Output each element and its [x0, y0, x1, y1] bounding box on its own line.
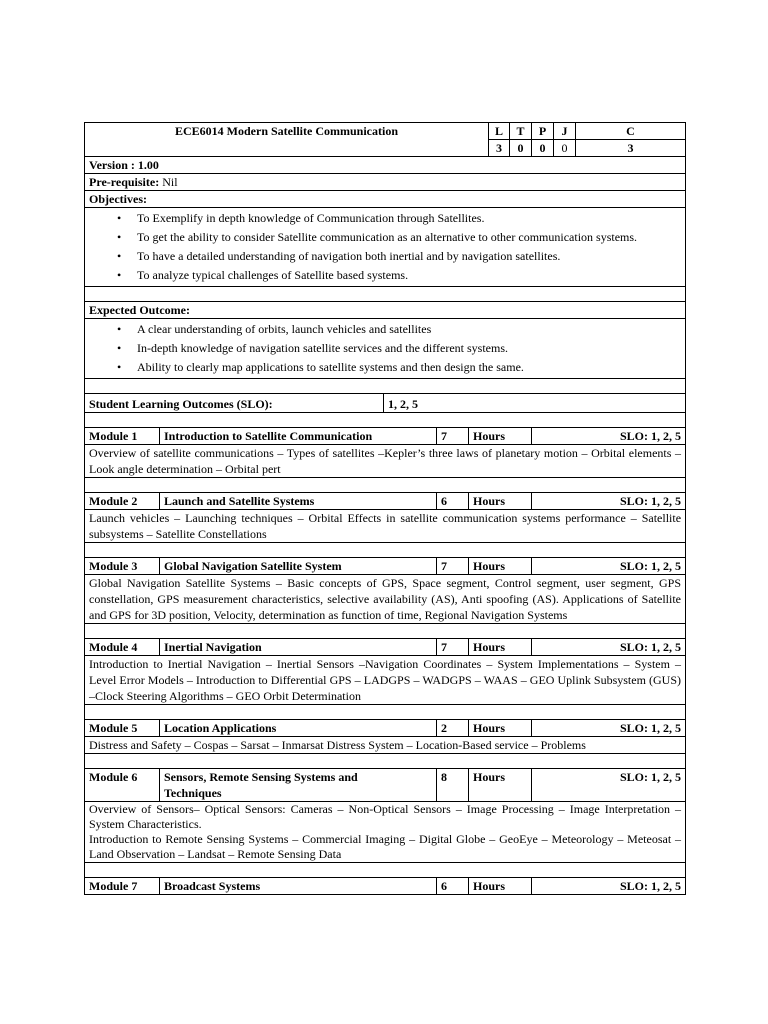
module-number: Module 6 [85, 769, 160, 802]
module-number: Module 3 [85, 558, 160, 575]
module-header-row [85, 878, 686, 895]
module-slo: SLO: 1, 2, 5 [532, 558, 686, 575]
module-hours-label: Hours [469, 428, 532, 445]
module-header-row [85, 493, 686, 510]
module-slo: SLO: 1, 2, 5 [532, 428, 686, 445]
objective-item: • To have a detailed understanding of navigation both inertial and by navigation satellites. [137, 248, 641, 264]
module-title: Global Navigation Satellite System [160, 558, 437, 575]
slo-value: 1, 2, 5 [384, 394, 686, 413]
module-hours-label: Hours [469, 558, 532, 575]
course-title: ECE6014 Modern Satellite Communication [85, 123, 489, 157]
objectives-heading: Objectives: [85, 191, 686, 208]
module-description-part: Introduction to Remote Sensing Systems – Commercial Imaging – Digital Globe – GeoEye – Meteorology – Meteosat – Land Observation – Landsat – Remote Sensing Data [89, 832, 682, 861]
module-header-row [85, 428, 686, 445]
module-title: Location Applications [160, 720, 437, 737]
module-hours-label: Hours [469, 720, 532, 737]
slo-label: Student Learning Outcomes (SLO): [85, 394, 384, 413]
module-header-row [85, 720, 686, 737]
module-title: Inertial Navigation [160, 639, 437, 656]
ltpjc-value-j: 0 [554, 140, 576, 157]
ltpjc-value-c: 3 [576, 140, 686, 157]
module-title: Launch and Satellite Systems [160, 493, 437, 510]
module-description: Launch vehicles – Launching techniques – Orbital Effects in satellite communication systems performance – Satellite subsystems – Satellite Constellations [85, 510, 686, 543]
ltpjc-value-l: 3 [489, 140, 510, 157]
module-hours: 6 [437, 493, 469, 510]
module-number: Module 5 [85, 720, 160, 737]
outcome-item: • In-depth knowledge of navigation satellite services and the different systems. [137, 340, 681, 356]
module-title: Introduction to Satellite Communication [160, 428, 437, 445]
module-number: Module 2 [85, 493, 160, 510]
module-description [85, 802, 686, 863]
module-header-row [85, 639, 686, 656]
module-description: Introduction to Inertial Navigation – Inertial Sensors –Navigation Coordinates – System Implementations – System – Level Error Models – Introduction to Differential GPS – LADGPS – WADGPS – WAAS – GEO Uplink Subsystem (GUS) –Clock Steering Algorithms – GEO Orbit Determination [85, 656, 686, 705]
prerequisite-value: Nil [162, 175, 178, 189]
module-header-row [85, 769, 686, 802]
module-description: Global Navigation Satellite Systems – Basic concepts of GPS, Space segment, Control segment, user segment, GPS constellation, GPS measurement characteristics, selective availability (AS), Anti spoofing (AS). Applications of Satellite and GPS for 3D position, Velocity, determination as function of time, Regional Navigation Systems [85, 575, 686, 624]
ltpjc-value-t: 0 [510, 140, 532, 157]
syllabus-table [84, 122, 686, 895]
outcome-item: • A clear understanding of orbits, launch vehicles and satellites [137, 321, 681, 337]
module-header-row [85, 558, 686, 575]
module-description: Distress and Safety – Cospas – Sarsat – Inmarsat Distress System – Location-Based service – Problems [85, 737, 686, 754]
module-hours-label: Hours [469, 878, 532, 895]
module-hours: 7 [437, 428, 469, 445]
objective-item: • To Exemplify in depth knowledge of Communication through Satellites. [137, 210, 641, 226]
module-hours: 6 [437, 878, 469, 895]
ltpjc-value-p: 0 [532, 140, 554, 157]
module-hours-label: Hours [469, 493, 532, 510]
outcome-heading: Expected Outcome: [85, 302, 686, 319]
version-label: Version : 1.00 [85, 157, 686, 174]
objectives-list [89, 210, 641, 283]
ltpjc-header-p: P [532, 123, 554, 140]
module-slo: SLO: 1, 2, 5 [532, 720, 686, 737]
module-slo: SLO: 1, 2, 5 [532, 639, 686, 656]
module-hours: 2 [437, 720, 469, 737]
module-slo: SLO: 1, 2, 5 [532, 878, 686, 895]
module-description: Overview of satellite communications – Types of satellites –Kepler’s three laws of planetary motion – Orbital elements – Look angle determination – Orbital pert [85, 445, 686, 478]
module-description-part: Overview of Sensors– Optical Sensors: Cameras – Non-Optical Sensors – Image Processing – Image Interpretation –System Characteristics. [89, 802, 682, 831]
module-number: Module 7 [85, 878, 160, 895]
objective-item: • To get the ability to consider Satellite communication as an alternative to other communication systems. [137, 229, 641, 245]
outcome-list [89, 321, 681, 375]
module-number: Module 4 [85, 639, 160, 656]
ltpjc-header-t: T [510, 123, 532, 140]
module-hours: 7 [437, 558, 469, 575]
ltpjc-header-j: J [554, 123, 576, 140]
module-slo: SLO: 1, 2, 5 [532, 493, 686, 510]
module-hours-label: Hours [469, 639, 532, 656]
prerequisite-label: Pre-requisite: [89, 175, 160, 189]
outcome-list-cell [85, 319, 686, 379]
module-number: Module 1 [85, 428, 160, 445]
objective-item: • To analyze typical challenges of Satellite based systems. [137, 267, 641, 283]
module-title: Sensors, Remote Sensing Systems and Techniques [160, 769, 437, 802]
module-hours-label: Hours [469, 769, 532, 802]
objectives-list-cell [85, 208, 686, 287]
module-hours: 8 [437, 769, 469, 802]
course-header-row-1 [85, 123, 686, 140]
outcome-item: • Ability to clearly map applications to satellite systems and then design the same. [137, 359, 681, 375]
module-title: Broadcast Systems [160, 878, 437, 895]
ltpjc-header-c: C [576, 123, 686, 140]
prerequisite-row [85, 174, 686, 191]
module-hours: 7 [437, 639, 469, 656]
module-slo: SLO: 1, 2, 5 [532, 769, 686, 802]
ltpjc-header-l: L [489, 123, 510, 140]
